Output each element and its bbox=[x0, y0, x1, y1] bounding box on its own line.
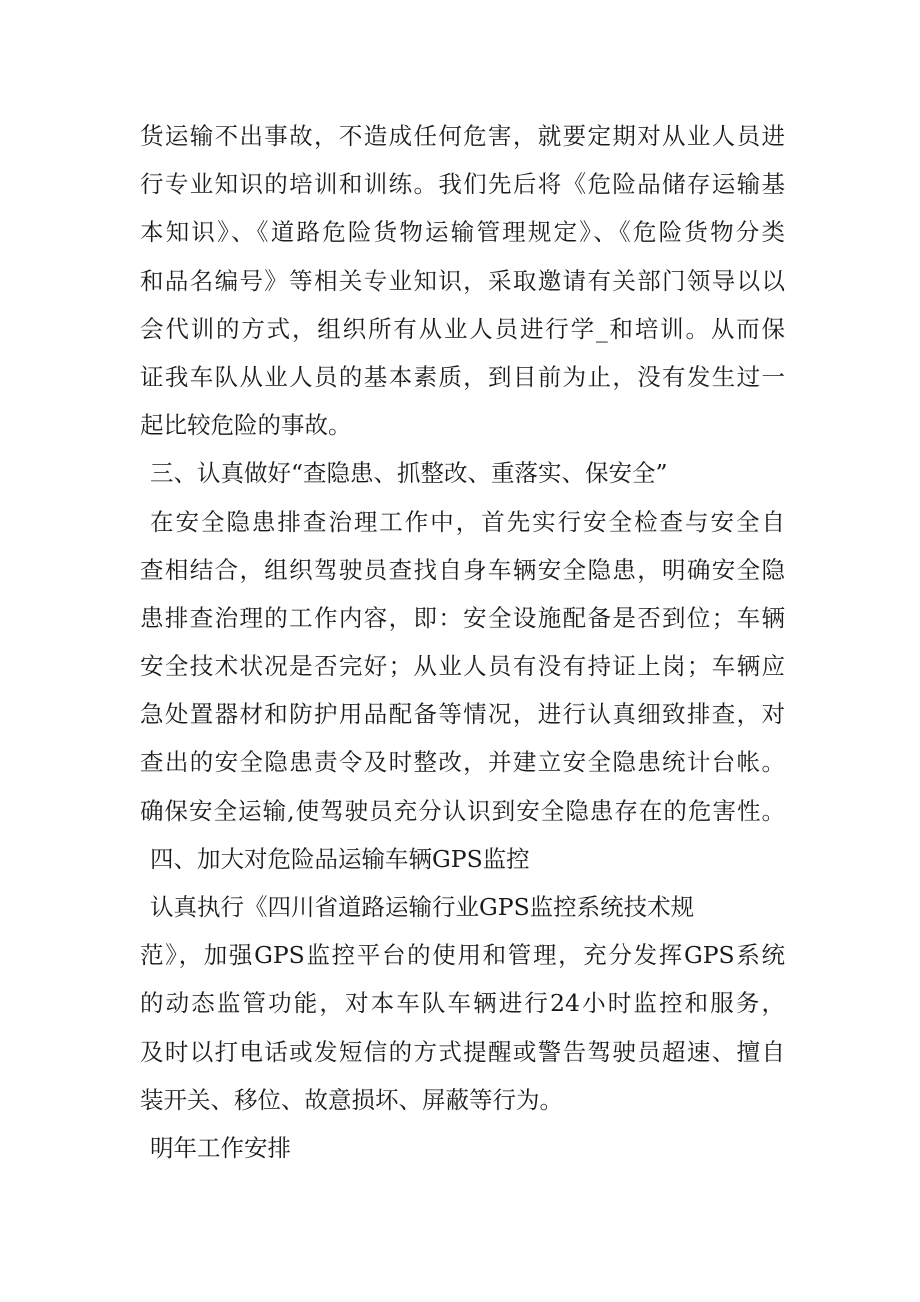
text-line-2: 行专业知识的培训和训练。我们先后将《危险品储存运输基 bbox=[140, 170, 785, 199]
text-line-15: 确保安全运输,使驾驶员充分认识到安全隐患存在的危害性。 bbox=[140, 796, 785, 825]
text-line-13: 急处置器材和防护用品配备等情况，进行认真细致排查，对 bbox=[140, 700, 785, 729]
document-body bbox=[140, 112, 785, 1172]
section-heading-next-year: 明年工作安排 bbox=[150, 1133, 291, 1162]
text-line-18: 范》，加强GPS监控平台的使用和管理，充分发挥GPS系统 bbox=[140, 941, 785, 970]
section-heading-four: 四、加大对危险品运输车辆GPS监控 bbox=[150, 844, 530, 873]
text-line-11: 患排查治理的工作内容，即：安全设施配备是否到位；车辆 bbox=[140, 603, 785, 632]
text-line-14: 查出的安全隐患责令及时整改，并建立安全隐患统计台帐。 bbox=[140, 748, 785, 777]
text-line-21: 装开关、移位、故意损坏、屏蔽等行为。 bbox=[140, 1085, 563, 1114]
text-line-5: 会代训的方式，组织所有从业人员进行学_和培训。从而保 bbox=[140, 314, 785, 343]
text-line-10: 查相结合，组织驾驶员查找自身车辆安全隐患，明确安全隐 bbox=[140, 555, 785, 584]
text-line-1: 货运输不出事故，不造成任何危害，就要定期对从业人员进 bbox=[140, 122, 785, 150]
text-line-4: 和品名编号》等相关专业知识，采取邀请有关部门领导以以 bbox=[140, 266, 785, 295]
text-line-9: 在安全隐患排查治理工作中，首先实行安全检查与安全自 bbox=[150, 507, 785, 536]
text-line-3: 本知识》、《道路危险货物运输管理规定》、《危险货物分类 bbox=[140, 218, 785, 247]
section-heading-three: 三、认真做好“查隐患、抓整改、重落实、保安全” bbox=[150, 459, 668, 488]
text-line-7: 起比较危险的事故。 bbox=[140, 411, 352, 440]
text-line-12: 安全技术状况是否完好；从业人员有没有持证上岗；车辆应 bbox=[140, 652, 785, 681]
text-line-19: 的动态监管功能，对本车队车辆进行24小时监控和服务， bbox=[140, 989, 785, 1018]
text-line-17: 认真执行《四川省道路运输行业GPS监控系统技术规 bbox=[150, 893, 695, 921]
text-line-20: 及时以打电话或发短信的方式提醒或警告驾驶员超速、擅自 bbox=[140, 1037, 785, 1066]
text-line-6: 证我车队从业人员的基本素质，到目前为止，没有发生过一 bbox=[140, 362, 785, 391]
